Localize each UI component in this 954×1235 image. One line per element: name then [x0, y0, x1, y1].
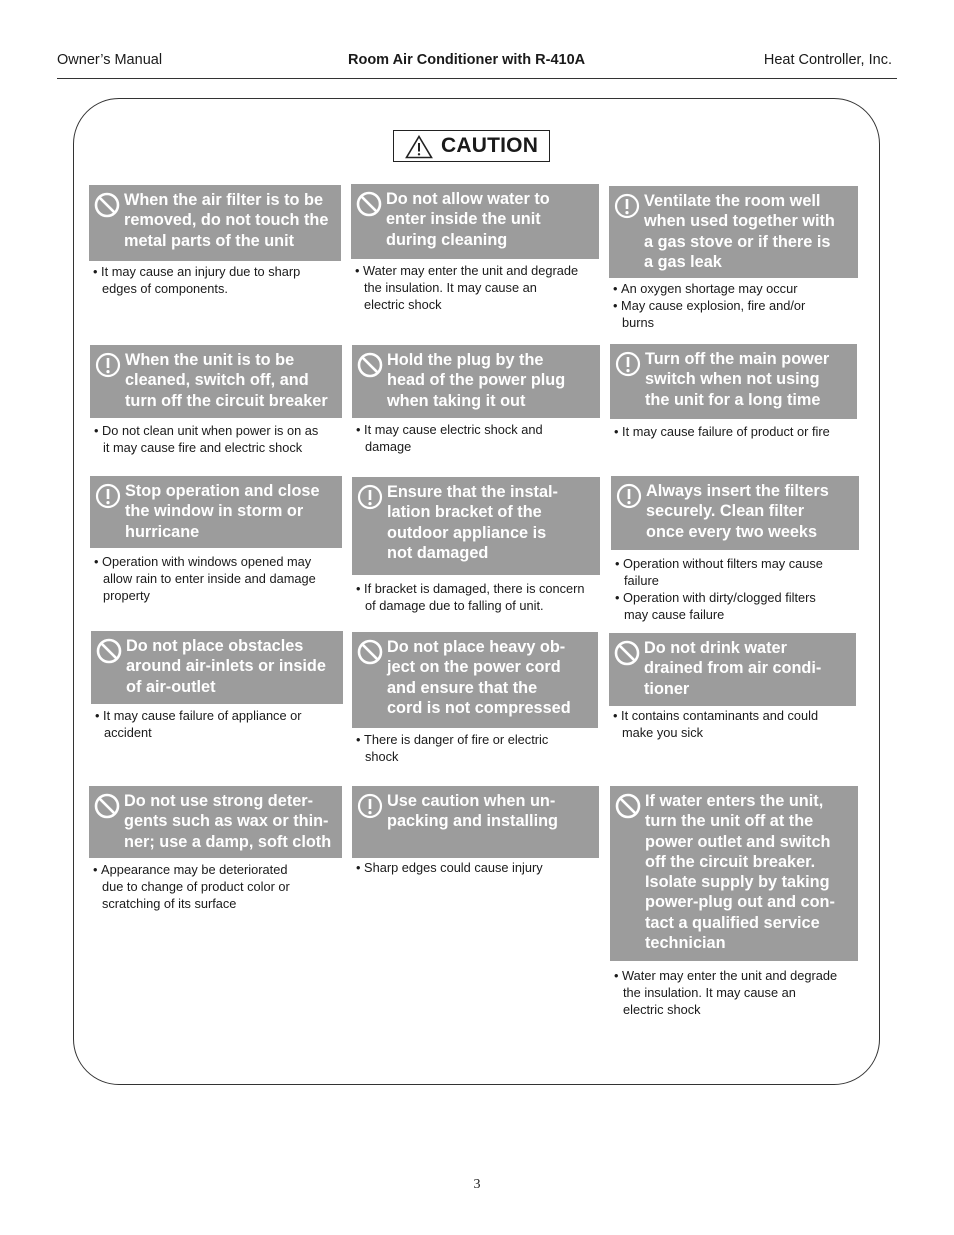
prohibition-icon — [96, 638, 122, 664]
caution-card-title: Do not place obstacles around air-inlets or inside of air-outlet — [126, 637, 326, 696]
header-rule — [57, 78, 897, 79]
caution-card-title: Ventilate the room well when used together with a gas stove or if there is a gas leak — [644, 192, 835, 271]
caution-card-notes — [613, 707, 862, 741]
caution-card-notes — [356, 421, 606, 455]
caution-card-bullet: • Sharp edges could cause injury — [356, 859, 605, 876]
caution-card-notes — [614, 967, 864, 1018]
caution-card-title: Turn off the main power switch when not using the unit for a long time — [645, 350, 830, 409]
caution-card-header — [611, 476, 859, 550]
caution-card-title: Do not allow water to enter inside the unit during cleaning — [386, 190, 550, 249]
prohibition-icon — [94, 192, 120, 218]
caution-card-title: Do not use strong deter- gents such as wax or thin- ner; use a damp, soft cloth — [124, 792, 332, 851]
caution-card-notes — [356, 731, 604, 765]
caution-card-title: When the unit is to be cleaned, switch off, and turn off the circuit breaker — [125, 351, 328, 410]
exclamation-icon — [95, 483, 121, 509]
header-right: Heat Controller, Inc. — [763, 52, 892, 68]
caution-card-title: Ensure that the instal- lation bracket of the outdoor appliance is not damaged — [387, 483, 558, 562]
caution-card-notes — [356, 859, 605, 876]
caution-card-bullet: • Operation with dirty/clogged filters may cause failure — [615, 589, 865, 623]
page-number: 3 — [473, 1177, 481, 1192]
caution-banner — [393, 130, 550, 162]
caution-card-header — [352, 632, 598, 728]
exclamation-icon — [614, 193, 640, 219]
caution-card-bullet: • Operation with windows opened may allow rain to enter inside and damage property — [94, 553, 348, 604]
caution-card-header — [610, 786, 858, 961]
caution-card-bullet: • Water may enter the unit and degrade the insulation. It may cause an electric shock — [614, 967, 864, 1018]
caution-card-title: When the air filter is to be removed, do not touch the metal parts of the unit — [124, 191, 329, 250]
caution-card-header — [351, 184, 599, 259]
caution-card-header — [90, 345, 342, 418]
caution-card-header — [352, 477, 600, 575]
caution-card-notes — [613, 280, 864, 331]
caution-card-bullet: • It may cause failure of product or fire — [614, 423, 863, 440]
prohibition-icon — [356, 191, 382, 217]
warning-triangle-icon — [405, 135, 433, 159]
caution-card-title: If water enters the unit, turn the unit off at the power outlet and switch off the circuit breaker. Isolate supply by taking power-plug out and con- tact a qualified service technician — [645, 792, 835, 953]
exclamation-icon — [95, 352, 121, 378]
caution-card-notes — [615, 555, 865, 623]
caution-card-header — [352, 345, 600, 418]
caution-card-title: Do not place heavy ob- ject on the power cord and ensure that the cord is not compressed — [387, 638, 571, 717]
caution-card-header — [89, 185, 341, 261]
prohibition-icon — [94, 793, 120, 819]
exclamation-icon — [616, 483, 642, 509]
prohibition-icon — [357, 639, 383, 665]
caution-card-header — [609, 186, 858, 278]
caution-card-bullet: • Appearance may be deteriorated due to change of product color or scratching of its surface — [93, 861, 348, 912]
caution-card-notes — [356, 580, 606, 614]
caution-card-header — [90, 476, 342, 548]
caution-card-notes — [94, 422, 348, 456]
caution-card-bullet: • An oxygen shortage may occur — [613, 280, 864, 297]
caution-card-notes — [93, 263, 347, 297]
caution-card-bullet: • It contains contaminants and could make you sick — [613, 707, 862, 741]
header-title: Room Air Conditioner with R-410A — [348, 52, 586, 68]
caution-card-title: Always insert the filters securely. Clean filter once every two weeks — [646, 482, 829, 541]
caution-card-title: Do not drink water drained from air condi- tioner — [644, 639, 822, 698]
caution-card-bullet: • Water may enter the unit and degrade the insulation. It may cause an electric shock — [355, 262, 605, 313]
caution-label: CAUTION — [441, 134, 539, 157]
exclamation-icon — [357, 484, 383, 510]
prohibition-icon — [614, 640, 640, 666]
caution-card-bullet: • There is danger of fire or electric shock — [356, 731, 604, 765]
prohibition-icon — [615, 793, 641, 819]
caution-card-bullet: • It may cause an injury due to sharp edges of components. — [93, 263, 347, 297]
caution-card-bullet: • Operation without filters may cause failure — [615, 555, 865, 589]
exclamation-icon — [357, 793, 383, 819]
caution-card-title: Use caution when un- packing and installing — [387, 792, 558, 831]
caution-card-notes — [93, 861, 348, 912]
caution-card-header — [352, 786, 599, 858]
caution-card-bullet: • Do not clean unit when power is on as it may cause fire and electric shock — [94, 422, 348, 456]
caution-card-header — [91, 631, 343, 704]
caution-card-header — [610, 344, 857, 419]
caution-card-title: Hold the plug by the head of the power plug when taking it out — [387, 351, 566, 410]
header-left: Owner’s Manual — [57, 52, 163, 68]
caution-card-title: Stop operation and close the window in storm or hurricane — [125, 482, 320, 541]
caution-card-notes — [355, 262, 605, 313]
header-bar — [57, 52, 892, 74]
caution-card-notes — [94, 553, 348, 604]
caution-card-bullet: • If bracket is damaged, there is concern of damage due to falling of unit. — [356, 580, 606, 614]
caution-card-bullet: • May cause explosion, fire and/or burns — [613, 297, 864, 331]
caution-card-notes — [95, 707, 349, 741]
exclamation-icon — [615, 351, 641, 377]
caution-card-header — [89, 786, 342, 858]
prohibition-icon — [357, 352, 383, 378]
caution-card-bullet: • It may cause failure of appliance or accident — [95, 707, 349, 741]
caution-card-bullet: • It may cause electric shock and damage — [356, 421, 606, 455]
caution-card-header — [609, 633, 856, 706]
caution-card-notes — [614, 423, 863, 440]
